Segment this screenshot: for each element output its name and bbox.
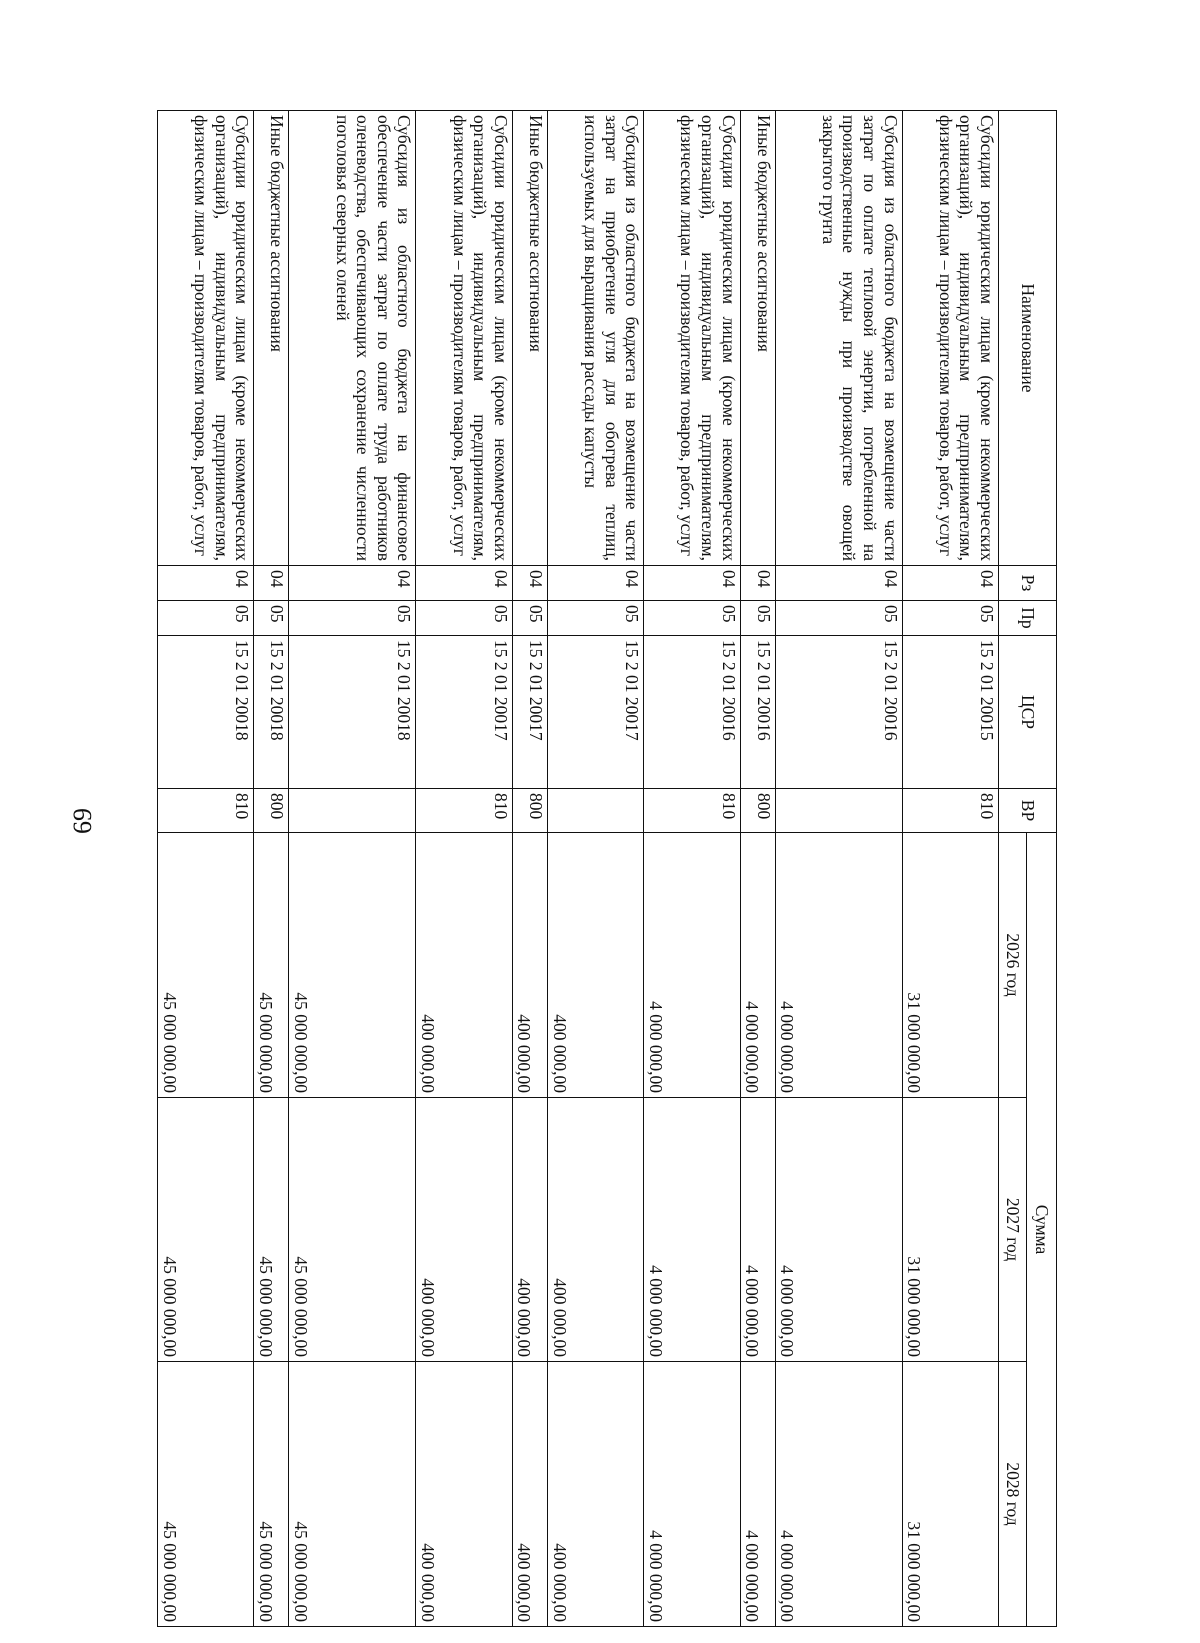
table-row [289,111,416,1627]
table-row [158,111,254,1627]
row-name: Субсидия из областного бюджета на возмещение части затрат на приобретение угля для обогрева теплиц, используемых для выращивания рассады капусты [547,111,643,566]
row-vr: 810 [644,789,740,833]
row-pr: 05 [775,601,902,636]
table-row [775,111,902,1627]
row-vr: 800 [254,789,289,833]
row-csr: 15 2 01 20017 [547,636,643,789]
row-amount-2027: 4 000 000,00 [740,1098,775,1362]
row-amount-2027: 400 000,00 [416,1098,512,1362]
row-amount-2028: 45 000 000,00 [254,1362,289,1627]
row-csr: 15 2 01 20017 [416,636,512,789]
row-amount-2028: 45 000 000,00 [158,1362,254,1627]
row-name: Субсидии юридическим лицам (кроме некоммерческих организаций), индивидуальным предпринимателям, физическим лицам – производителям товаров, работ, услуг [158,111,254,566]
header-pr: Пр [999,601,1057,636]
row-amount-2026: 45 000 000,00 [158,833,254,1098]
row-amount-2027: 45 000 000,00 [254,1098,289,1362]
row-amount-2028: 4 000 000,00 [775,1362,902,1627]
row-amount-2026: 400 000,00 [416,833,512,1098]
row-amount-2026: 4 000 000,00 [740,833,775,1098]
row-amount-2027: 400 000,00 [512,1098,547,1362]
row-vr: 810 [416,789,512,833]
row-amount-2028: 400 000,00 [547,1362,643,1627]
row-amount-2026: 45 000 000,00 [289,833,416,1098]
row-amount-2027: 45 000 000,00 [158,1098,254,1362]
header-2027: 2027 год [999,1098,1027,1362]
row-pr: 05 [547,601,643,636]
row-name: Субсидии юридическим лицам (кроме некоммерческих организаций), индивидуальным предпринимателям, физическим лицам – производителям товаров, работ, услуг [644,111,740,566]
row-pr: 05 [416,601,512,636]
row-amount-2026: 400 000,00 [512,833,547,1098]
row-amount-2026: 31 000 000,00 [902,833,998,1098]
row-csr: 15 2 01 20018 [158,636,254,789]
row-vr [547,789,643,833]
row-amount-2027: 45 000 000,00 [289,1098,416,1362]
row-name: Иные бюджетные ассигнования [740,111,775,566]
row-rz: 04 [547,566,643,601]
row-name: Иные бюджетные ассигнования [254,111,289,566]
table-row [254,111,289,1627]
row-amount-2028: 400 000,00 [512,1362,547,1627]
row-rz: 04 [740,566,775,601]
row-amount-2026: 4 000 000,00 [775,833,902,1098]
header-sum: Сумма [1027,833,1057,1627]
row-amount-2027: 31 000 000,00 [902,1098,998,1362]
row-pr: 05 [512,601,547,636]
row-amount-2027: 4 000 000,00 [775,1098,902,1362]
row-csr: 15 2 01 20016 [775,636,902,789]
row-rz: 04 [775,566,902,601]
row-amount-2026: 400 000,00 [547,833,643,1098]
row-name: Субсидии юридическим лицам (кроме некоммерческих организаций), индивидуальным предпринимателям, физическим лицам – производителям товаров, работ, услуг [902,111,998,566]
row-name: Субсидии юридическим лицам (кроме некоммерческих организаций), индивидуальным предпринимателям, физическим лицам – производителям товаров, работ, услуг [416,111,512,566]
table-row [416,111,512,1627]
row-vr [775,789,902,833]
table-row [512,111,547,1627]
table-row [547,111,643,1627]
row-pr: 05 [644,601,740,636]
row-rz: 04 [254,566,289,601]
table-row [902,111,998,1627]
table-row [740,111,775,1627]
row-amount-2027: 4 000 000,00 [644,1098,740,1362]
budget-table [157,110,1057,1627]
row-csr: 15 2 01 20015 [902,636,998,789]
row-vr [289,789,416,833]
header-csr: ЦСР [999,636,1057,789]
row-csr: 15 2 01 20018 [254,636,289,789]
header-2026: 2026 год [999,833,1027,1098]
header-rz: Рз [999,566,1057,601]
row-amount-2027: 400 000,00 [547,1098,643,1362]
row-amount-2028: 4 000 000,00 [740,1362,775,1627]
page-number: 69 [68,808,97,834]
row-rz: 04 [902,566,998,601]
row-pr: 05 [254,601,289,636]
row-amount-2028: 45 000 000,00 [289,1362,416,1627]
row-name: Иные бюджетные ассигнования [512,111,547,566]
row-pr: 05 [740,601,775,636]
row-amount-2026: 45 000 000,00 [254,833,289,1098]
header-name: Наименование [999,111,1057,566]
row-amount-2028: 400 000,00 [416,1362,512,1627]
header-vr: ВР [999,789,1057,833]
table-row [644,111,740,1627]
row-csr: 15 2 01 20016 [644,636,740,789]
row-vr: 800 [512,789,547,833]
row-rz: 04 [644,566,740,601]
row-vr: 800 [740,789,775,833]
row-name: Субсидия из областного бюджета на возмещение части затрат по оплате тепловой энергии, потребленной на производственные нужды при производстве овощей закрытого грунта [775,111,902,566]
row-csr: 15 2 01 20017 [512,636,547,789]
row-rz: 04 [512,566,547,601]
row-rz: 04 [158,566,254,601]
row-rz: 04 [289,566,416,601]
row-vr: 810 [902,789,998,833]
row-name: Субсидия из областного бюджета на финансовое обеспечение части затрат по оплате труда работников оленеводства, обеспечивающих сохранение численности поголовья северных оленей [289,111,416,566]
row-pr: 05 [158,601,254,636]
row-pr: 05 [902,601,998,636]
header-2028: 2028 год [999,1362,1027,1627]
row-pr: 05 [289,601,416,636]
row-rz: 04 [416,566,512,601]
row-amount-2026: 4 000 000,00 [644,833,740,1098]
row-amount-2028: 31 000 000,00 [902,1362,998,1627]
row-csr: 15 2 01 20016 [740,636,775,789]
row-csr: 15 2 01 20018 [289,636,416,789]
budget-table-container [157,110,1057,1626]
row-amount-2028: 4 000 000,00 [644,1362,740,1627]
row-vr: 810 [158,789,254,833]
